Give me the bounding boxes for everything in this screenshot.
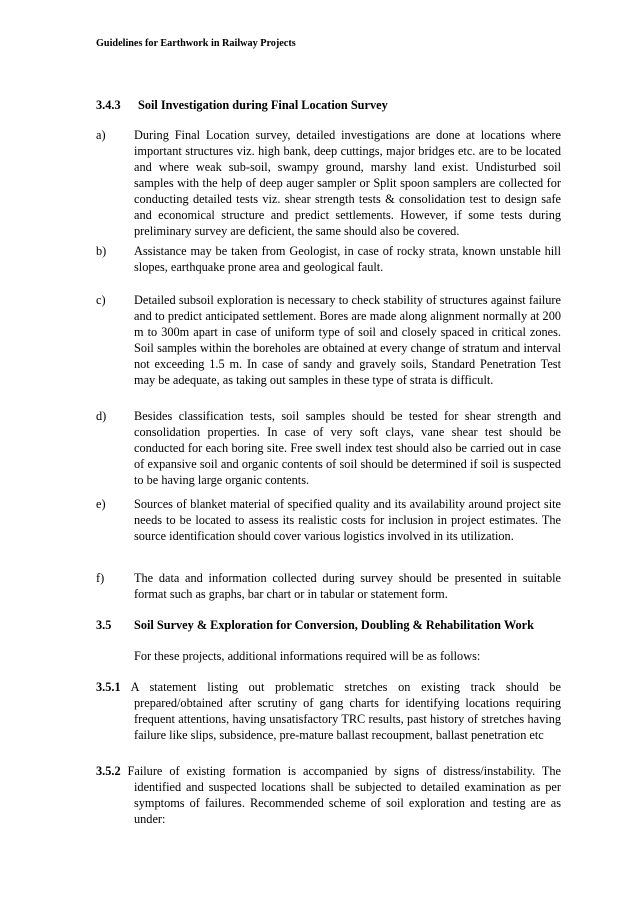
subitem-3-5-2 bbox=[96, 763, 561, 827]
subitem-text: prepared/obtained after scrutiny of gang charts for identifying locations requiring frequent attentions, having unsatisfactory TRC results, past history of stretches having failure like slips, subsidence, pre-mature ballast recoupment, ballast penetration etc bbox=[134, 696, 561, 742]
list-item-label: e) bbox=[96, 497, 106, 511]
section-intro: For these projects, additional informations required will be as follows: bbox=[134, 649, 481, 663]
section-title: Soil Survey & Exploration for Conversion, Doubling & Rehabilitation Work bbox=[134, 618, 534, 632]
list-item-text: Sources of blanket material of specified quality and its availability around project site needs to be located to assess its realistic costs for inclusion in project estimates. The source identification should cover various logistics involved in its utilization. bbox=[134, 497, 561, 543]
list-item-text: Detailed subsoil exploration is necessary to check stability of structures against failure and to predict anticipated settlement. Bores are made along alignment normally at 200 m to 300m apart in case of uniform type of soil and closely spaced in critical zones. Soil samples within the boreholes are obtained at every change of stratum and interval not exceeding 1.5 m. In case of sandy and gravely soils, Standard Penetration Test may be adequate, as taking out samples in these type of strata is difficult. bbox=[134, 293, 561, 387]
list-item-a bbox=[96, 127, 561, 239]
section-title: Soil Investigation during Final Location Survey bbox=[138, 98, 388, 112]
list-item-f bbox=[96, 570, 561, 602]
section-heading-3-5 bbox=[96, 617, 534, 633]
list-item-text: Assistance may be taken from Geologist, in case of rocky strata, known unstable hill slopes, earthquake prone area and geological fault. bbox=[134, 244, 561, 274]
subitem-first-line bbox=[96, 763, 561, 779]
subitem-number: 3.5.2 bbox=[96, 764, 121, 778]
list-item-label: d) bbox=[96, 409, 107, 423]
section-number: 3.5 bbox=[96, 618, 112, 632]
list-item-text: The data and information collected during survey should be presented in suitable format such as graphs, bar chart or in tabular or statement form. bbox=[134, 571, 561, 601]
running-header: Guidelines for Earthwork in Railway Projects bbox=[96, 38, 296, 49]
list-item-b bbox=[96, 243, 561, 275]
section-number: 3.4.3 bbox=[96, 98, 121, 112]
list-item-e bbox=[96, 496, 561, 544]
section-heading-3-4-3 bbox=[96, 97, 388, 113]
subitem-text: identified and suspected locations shall be subjected to detailed examination as per symptoms of failures. Recommended scheme of soil exploration and testing are as under: bbox=[134, 780, 561, 826]
list-item-c bbox=[96, 292, 561, 388]
subitem-first-line bbox=[96, 679, 561, 695]
subitem-first-text: Failure of existing formation is accompanied by signs of distress/instability. The bbox=[127, 764, 562, 778]
list-item-label: a) bbox=[96, 128, 106, 142]
list-item-text: Besides classification tests, soil samples should be tested for shear strength and consolidation properties. In case of very soft clays, vane shear test should be conducted for each boring site. Free swell index test should also be carried out in case of expansive soil and organic contents of soil should be determined if soil is suspected to be having large organic contents. bbox=[134, 409, 561, 487]
subitem-3-5-1 bbox=[96, 679, 561, 743]
subitem-number: 3.5.1 bbox=[96, 680, 121, 694]
list-item-label: b) bbox=[96, 244, 107, 258]
subitem-first-text: A statement listing out problematic stretches on existing track should be bbox=[130, 680, 561, 694]
list-item-d bbox=[96, 408, 561, 488]
list-item-text: During Final Location survey, detailed investigations are done at locations where important structures viz. high bank, deep cuttings, major bridges etc. are to be located and where weak sub-soil, swampy ground, marshy land exist. Undisturbed soil samples with the help of deep auger sampler or Split spoon samplers are collected for conducting detailed tests viz. shear strength tests & consolidation test to design safe and economical structure and predict settlements. However, if some tests during preliminary survey are deficient, the same should also be covered. bbox=[134, 128, 561, 238]
list-item-label: f) bbox=[96, 571, 105, 585]
list-item-label: c) bbox=[96, 293, 106, 307]
